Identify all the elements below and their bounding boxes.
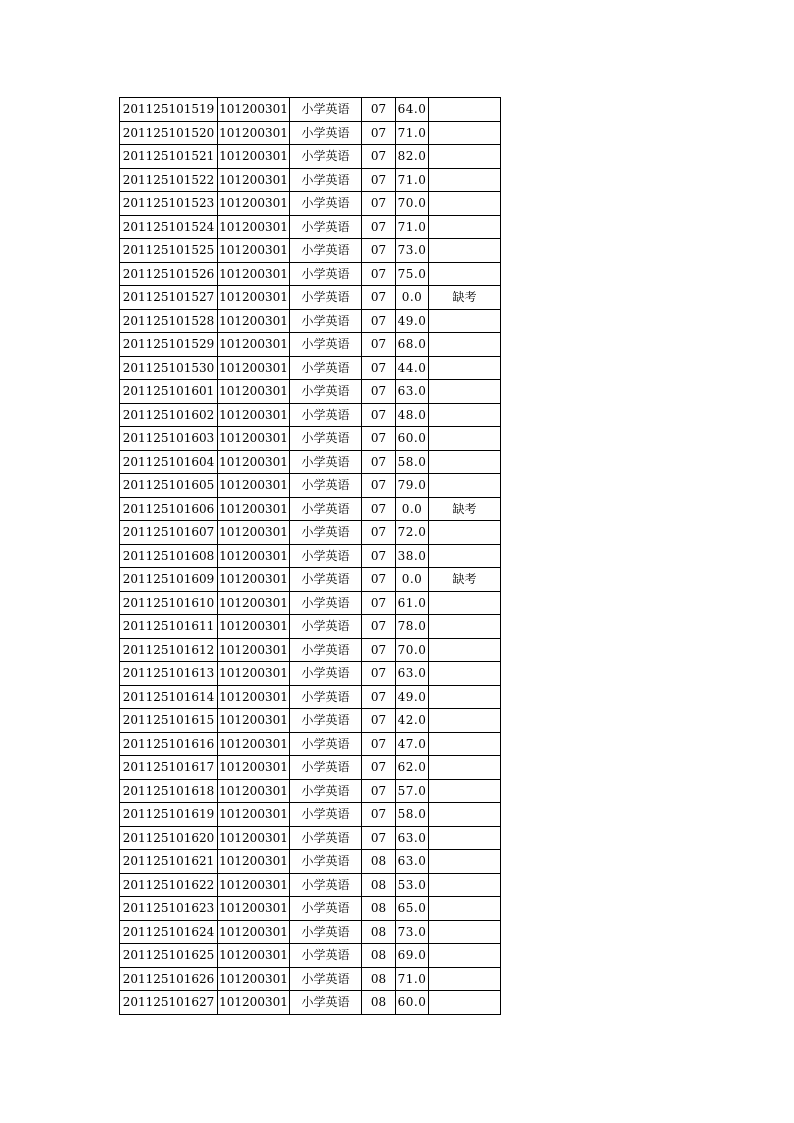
note-cell <box>429 967 501 991</box>
note-cell <box>429 638 501 662</box>
note-cell <box>429 309 501 333</box>
room-cell: 07 <box>362 826 396 850</box>
course-code-cell: 101200301 <box>218 427 290 451</box>
exam-id-cell: 201125101601 <box>120 380 218 404</box>
course-code-cell: 101200301 <box>218 826 290 850</box>
room-cell: 07 <box>362 803 396 827</box>
course-code-cell: 101200301 <box>218 380 290 404</box>
room-cell: 07 <box>362 309 396 333</box>
room-cell: 07 <box>362 98 396 122</box>
subject-cell: 小学英语 <box>290 286 362 310</box>
score-cell: 82.0 <box>396 145 429 169</box>
score-cell: 73.0 <box>396 920 429 944</box>
course-code-cell: 101200301 <box>218 850 290 874</box>
table-row <box>120 403 501 427</box>
room-cell: 07 <box>362 638 396 662</box>
note-cell <box>429 944 501 968</box>
exam-id-cell: 201125101621 <box>120 850 218 874</box>
score-cell: 70.0 <box>396 192 429 216</box>
note-cell <box>429 168 501 192</box>
course-code-cell: 101200301 <box>218 873 290 897</box>
room-cell: 08 <box>362 944 396 968</box>
table-row <box>120 521 501 545</box>
table-row <box>120 474 501 498</box>
score-cell: 0.0 <box>396 568 429 592</box>
subject-cell: 小学英语 <box>290 591 362 615</box>
score-cell: 38.0 <box>396 544 429 568</box>
subject-cell: 小学英语 <box>290 239 362 263</box>
note-cell <box>429 803 501 827</box>
room-cell: 07 <box>362 615 396 639</box>
table-row <box>120 685 501 709</box>
room-cell: 07 <box>362 192 396 216</box>
note-cell <box>429 403 501 427</box>
subject-cell: 小学英语 <box>290 967 362 991</box>
room-cell: 07 <box>362 474 396 498</box>
note-cell <box>429 591 501 615</box>
subject-cell: 小学英语 <box>290 944 362 968</box>
table-row <box>120 709 501 733</box>
course-code-cell: 101200301 <box>218 920 290 944</box>
course-code-cell: 101200301 <box>218 591 290 615</box>
course-code-cell: 101200301 <box>218 615 290 639</box>
exam-id-cell: 201125101609 <box>120 568 218 592</box>
score-cell: 73.0 <box>396 239 429 263</box>
note-cell <box>429 98 501 122</box>
subject-cell: 小学英语 <box>290 262 362 286</box>
note-cell <box>429 427 501 451</box>
room-cell: 08 <box>362 991 396 1015</box>
note-cell <box>429 145 501 169</box>
table-row <box>120 121 501 145</box>
note-cell <box>429 850 501 874</box>
course-code-cell: 101200301 <box>218 732 290 756</box>
exam-id-cell: 201125101616 <box>120 732 218 756</box>
course-code-cell: 101200301 <box>218 121 290 145</box>
table-row <box>120 98 501 122</box>
exam-id-cell: 201125101623 <box>120 897 218 921</box>
room-cell: 07 <box>362 403 396 427</box>
table-row <box>120 427 501 451</box>
exam-id-cell: 201125101525 <box>120 239 218 263</box>
score-cell: 70.0 <box>396 638 429 662</box>
room-cell: 07 <box>362 145 396 169</box>
note-cell <box>429 991 501 1015</box>
subject-cell: 小学英语 <box>290 662 362 686</box>
note-cell <box>429 192 501 216</box>
table-row <box>120 615 501 639</box>
table-row <box>120 897 501 921</box>
score-cell: 60.0 <box>396 427 429 451</box>
note-cell <box>429 450 501 474</box>
room-cell: 07 <box>362 568 396 592</box>
course-code-cell: 101200301 <box>218 450 290 474</box>
note-cell <box>429 662 501 686</box>
table-row <box>120 873 501 897</box>
exam-id-cell: 201125101613 <box>120 662 218 686</box>
exam-id-cell: 201125101627 <box>120 991 218 1015</box>
score-cell: 49.0 <box>396 685 429 709</box>
note-cell <box>429 920 501 944</box>
course-code-cell: 101200301 <box>218 756 290 780</box>
subject-cell: 小学英语 <box>290 850 362 874</box>
course-code-cell: 101200301 <box>218 568 290 592</box>
note-cell <box>429 897 501 921</box>
score-cell: 64.0 <box>396 98 429 122</box>
course-code-cell: 101200301 <box>218 803 290 827</box>
subject-cell: 小学英语 <box>290 98 362 122</box>
course-code-cell: 101200301 <box>218 638 290 662</box>
course-code-cell: 101200301 <box>218 897 290 921</box>
exam-id-cell: 201125101526 <box>120 262 218 286</box>
note-cell <box>429 521 501 545</box>
course-code-cell: 101200301 <box>218 168 290 192</box>
room-cell: 07 <box>362 732 396 756</box>
course-code-cell: 101200301 <box>218 544 290 568</box>
score-cell: 42.0 <box>396 709 429 733</box>
course-code-cell: 101200301 <box>218 991 290 1015</box>
table-row <box>120 145 501 169</box>
exam-id-cell: 201125101528 <box>120 309 218 333</box>
score-cell: 62.0 <box>396 756 429 780</box>
score-cell: 71.0 <box>396 121 429 145</box>
note-cell <box>429 474 501 498</box>
exam-id-cell: 201125101625 <box>120 944 218 968</box>
table-row <box>120 967 501 991</box>
room-cell: 07 <box>362 685 396 709</box>
exam-id-cell: 201125101523 <box>120 192 218 216</box>
room-cell: 07 <box>362 286 396 310</box>
note-cell <box>429 732 501 756</box>
subject-cell: 小学英语 <box>290 215 362 239</box>
note-cell: 缺考 <box>429 497 501 521</box>
subject-cell: 小学英语 <box>290 638 362 662</box>
subject-cell: 小学英语 <box>290 544 362 568</box>
subject-cell: 小学英语 <box>290 873 362 897</box>
subject-cell: 小学英语 <box>290 756 362 780</box>
room-cell: 07 <box>362 709 396 733</box>
note-cell <box>429 356 501 380</box>
subject-cell: 小学英语 <box>290 732 362 756</box>
score-table <box>119 97 501 1015</box>
table-row <box>120 991 501 1015</box>
course-code-cell: 101200301 <box>218 474 290 498</box>
room-cell: 07 <box>362 497 396 521</box>
exam-id-cell: 201125101608 <box>120 544 218 568</box>
table-row <box>120 850 501 874</box>
table-row <box>120 944 501 968</box>
table-row <box>120 920 501 944</box>
course-code-cell: 101200301 <box>218 239 290 263</box>
room-cell: 07 <box>362 262 396 286</box>
room-cell: 08 <box>362 850 396 874</box>
subject-cell: 小学英语 <box>290 427 362 451</box>
subject-cell: 小学英语 <box>290 920 362 944</box>
table-row <box>120 568 501 592</box>
table-row <box>120 215 501 239</box>
subject-cell: 小学英语 <box>290 568 362 592</box>
room-cell: 07 <box>362 591 396 615</box>
note-cell <box>429 709 501 733</box>
table-row <box>120 803 501 827</box>
note-cell <box>429 544 501 568</box>
course-code-cell: 101200301 <box>218 497 290 521</box>
exam-id-cell: 201125101619 <box>120 803 218 827</box>
subject-cell: 小学英语 <box>290 685 362 709</box>
room-cell: 07 <box>362 427 396 451</box>
exam-id-cell: 201125101620 <box>120 826 218 850</box>
room-cell: 07 <box>362 521 396 545</box>
exam-id-cell: 201125101605 <box>120 474 218 498</box>
subject-cell: 小学英语 <box>290 897 362 921</box>
course-code-cell: 101200301 <box>218 944 290 968</box>
table-row <box>120 192 501 216</box>
room-cell: 07 <box>362 662 396 686</box>
exam-id-cell: 201125101522 <box>120 168 218 192</box>
course-code-cell: 101200301 <box>218 403 290 427</box>
note-cell <box>429 380 501 404</box>
score-cell: 71.0 <box>396 215 429 239</box>
table-row <box>120 356 501 380</box>
course-code-cell: 101200301 <box>218 145 290 169</box>
subject-cell: 小学英语 <box>290 521 362 545</box>
course-code-cell: 101200301 <box>218 309 290 333</box>
score-cell: 58.0 <box>396 803 429 827</box>
subject-cell: 小学英语 <box>290 380 362 404</box>
course-code-cell: 101200301 <box>218 215 290 239</box>
note-cell <box>429 333 501 357</box>
room-cell: 07 <box>362 215 396 239</box>
course-code-cell: 101200301 <box>218 709 290 733</box>
subject-cell: 小学英语 <box>290 356 362 380</box>
score-cell: 44.0 <box>396 356 429 380</box>
course-code-cell: 101200301 <box>218 286 290 310</box>
score-cell: 0.0 <box>396 497 429 521</box>
table-row <box>120 380 501 404</box>
course-code-cell: 101200301 <box>218 262 290 286</box>
exam-id-cell: 201125101618 <box>120 779 218 803</box>
room-cell: 07 <box>362 450 396 474</box>
score-cell: 63.0 <box>396 850 429 874</box>
table-row <box>120 591 501 615</box>
score-cell: 63.0 <box>396 380 429 404</box>
score-cell: 71.0 <box>396 168 429 192</box>
note-cell <box>429 826 501 850</box>
score-cell: 48.0 <box>396 403 429 427</box>
score-table-body <box>120 98 501 1015</box>
score-cell: 53.0 <box>396 873 429 897</box>
subject-cell: 小学英语 <box>290 145 362 169</box>
table-row <box>120 638 501 662</box>
note-cell <box>429 779 501 803</box>
subject-cell: 小学英语 <box>290 168 362 192</box>
room-cell: 07 <box>362 779 396 803</box>
note-cell <box>429 121 501 145</box>
course-code-cell: 101200301 <box>218 521 290 545</box>
score-cell: 71.0 <box>396 967 429 991</box>
course-code-cell: 101200301 <box>218 967 290 991</box>
course-code-cell: 101200301 <box>218 192 290 216</box>
subject-cell: 小学英语 <box>290 826 362 850</box>
exam-id-cell: 201125101529 <box>120 333 218 357</box>
exam-id-cell: 201125101615 <box>120 709 218 733</box>
subject-cell: 小学英语 <box>290 309 362 333</box>
exam-id-cell: 201125101611 <box>120 615 218 639</box>
exam-id-cell: 201125101612 <box>120 638 218 662</box>
exam-id-cell: 201125101624 <box>120 920 218 944</box>
exam-id-cell: 201125101617 <box>120 756 218 780</box>
table-row <box>120 756 501 780</box>
score-cell: 0.0 <box>396 286 429 310</box>
room-cell: 07 <box>362 333 396 357</box>
exam-id-cell: 201125101524 <box>120 215 218 239</box>
score-cell: 78.0 <box>396 615 429 639</box>
course-code-cell: 101200301 <box>218 662 290 686</box>
subject-cell: 小学英语 <box>290 497 362 521</box>
table-row <box>120 544 501 568</box>
score-cell: 49.0 <box>396 309 429 333</box>
room-cell: 07 <box>362 380 396 404</box>
exam-id-cell: 201125101604 <box>120 450 218 474</box>
room-cell: 07 <box>362 356 396 380</box>
exam-id-cell: 201125101527 <box>120 286 218 310</box>
table-row <box>120 497 501 521</box>
table-row <box>120 826 501 850</box>
table-row <box>120 239 501 263</box>
score-cell: 63.0 <box>396 826 429 850</box>
note-cell: 缺考 <box>429 286 501 310</box>
course-code-cell: 101200301 <box>218 98 290 122</box>
subject-cell: 小学英语 <box>290 474 362 498</box>
exam-id-cell: 201125101602 <box>120 403 218 427</box>
room-cell: 07 <box>362 544 396 568</box>
exam-id-cell: 201125101519 <box>120 98 218 122</box>
score-cell: 57.0 <box>396 779 429 803</box>
note-cell <box>429 873 501 897</box>
exam-id-cell: 201125101606 <box>120 497 218 521</box>
table-row <box>120 450 501 474</box>
exam-id-cell: 201125101520 <box>120 121 218 145</box>
room-cell: 07 <box>362 756 396 780</box>
score-cell: 79.0 <box>396 474 429 498</box>
note-cell: 缺考 <box>429 568 501 592</box>
score-cell: 65.0 <box>396 897 429 921</box>
note-cell <box>429 262 501 286</box>
score-cell: 63.0 <box>396 662 429 686</box>
table-row <box>120 262 501 286</box>
score-cell: 72.0 <box>396 521 429 545</box>
exam-id-cell: 201125101626 <box>120 967 218 991</box>
room-cell: 08 <box>362 967 396 991</box>
exam-id-cell: 201125101603 <box>120 427 218 451</box>
note-cell <box>429 756 501 780</box>
score-cell: 69.0 <box>396 944 429 968</box>
exam-id-cell: 201125101530 <box>120 356 218 380</box>
score-cell: 47.0 <box>396 732 429 756</box>
table-row <box>120 333 501 357</box>
table-row <box>120 732 501 756</box>
course-code-cell: 101200301 <box>218 685 290 709</box>
subject-cell: 小学英语 <box>290 403 362 427</box>
subject-cell: 小学英语 <box>290 615 362 639</box>
score-cell: 61.0 <box>396 591 429 615</box>
course-code-cell: 101200301 <box>218 779 290 803</box>
table-row <box>120 779 501 803</box>
note-cell <box>429 685 501 709</box>
table-row <box>120 286 501 310</box>
note-cell <box>429 615 501 639</box>
subject-cell: 小学英语 <box>290 450 362 474</box>
room-cell: 07 <box>362 239 396 263</box>
table-row <box>120 168 501 192</box>
room-cell: 08 <box>362 920 396 944</box>
exam-id-cell: 201125101622 <box>120 873 218 897</box>
exam-id-cell: 201125101521 <box>120 145 218 169</box>
room-cell: 08 <box>362 897 396 921</box>
exam-id-cell: 201125101607 <box>120 521 218 545</box>
score-cell: 60.0 <box>396 991 429 1015</box>
subject-cell: 小学英语 <box>290 779 362 803</box>
note-cell <box>429 215 501 239</box>
room-cell: 07 <box>362 121 396 145</box>
score-cell: 68.0 <box>396 333 429 357</box>
subject-cell: 小学英语 <box>290 709 362 733</box>
note-cell <box>429 239 501 263</box>
subject-cell: 小学英语 <box>290 803 362 827</box>
subject-cell: 小学英语 <box>290 991 362 1015</box>
room-cell: 08 <box>362 873 396 897</box>
course-code-cell: 101200301 <box>218 356 290 380</box>
subject-cell: 小学英语 <box>290 192 362 216</box>
course-code-cell: 101200301 <box>218 333 290 357</box>
table-row <box>120 662 501 686</box>
score-cell: 58.0 <box>396 450 429 474</box>
exam-id-cell: 201125101610 <box>120 591 218 615</box>
subject-cell: 小学英语 <box>290 333 362 357</box>
exam-id-cell: 201125101614 <box>120 685 218 709</box>
subject-cell: 小学英语 <box>290 121 362 145</box>
room-cell: 07 <box>362 168 396 192</box>
score-cell: 75.0 <box>396 262 429 286</box>
table-row <box>120 309 501 333</box>
